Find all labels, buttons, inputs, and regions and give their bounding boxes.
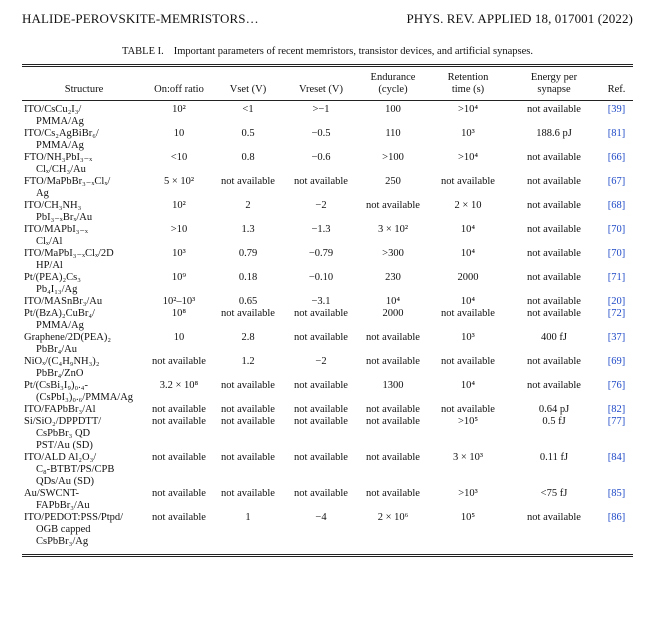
header-endurance bbox=[358, 66, 428, 101]
cell-endurance: 110 bbox=[385, 128, 401, 139]
structure-line: PMMA/Ag bbox=[36, 116, 84, 127]
cell-on-off-ratio: not available bbox=[152, 488, 206, 499]
cell-ref bbox=[600, 248, 633, 272]
cell-vset: 0.65 bbox=[238, 296, 258, 307]
reference-link[interactable]: [76] bbox=[607, 380, 626, 391]
cell-structure bbox=[22, 452, 146, 488]
reference-link[interactable]: [37] bbox=[607, 332, 626, 343]
cell-endurance: 1300 bbox=[382, 380, 404, 391]
cell-endurance: not available bbox=[366, 404, 420, 415]
reference-link[interactable]: [67] bbox=[607, 176, 626, 187]
header-ref: Ref. bbox=[600, 66, 633, 101]
structure-line: PMMA/Ag bbox=[36, 320, 84, 331]
cell-vset: 1.2 bbox=[241, 356, 255, 367]
table-row bbox=[22, 248, 633, 272]
cell-on-off-ratio: not available bbox=[146, 512, 212, 556]
reference-link[interactable]: [70] bbox=[607, 224, 626, 235]
reference-link[interactable]: [20] bbox=[607, 296, 626, 307]
cell-energy: not available bbox=[527, 248, 581, 259]
cell-ref bbox=[600, 128, 633, 152]
cell-on-off-ratio: >10 bbox=[170, 224, 188, 235]
structure-line: C₈-BTBT/PS/CPB bbox=[36, 464, 115, 475]
cell-energy: not available bbox=[527, 224, 581, 235]
cell-energy: not available bbox=[508, 512, 600, 556]
reference-link[interactable]: [71] bbox=[607, 272, 626, 283]
parameters-table bbox=[22, 64, 633, 557]
reference-link[interactable]: [69] bbox=[607, 356, 626, 367]
structure-line: ITO/PEDOT:PSS/Ptpd/ bbox=[24, 512, 124, 523]
cell-on-off-ratio: not available bbox=[152, 404, 206, 415]
cell-retention: >10⁵ bbox=[457, 416, 479, 427]
cell-retention: 10⁴ bbox=[460, 380, 476, 391]
structure-line: ITO/Cs₂AgBiBr₆/ bbox=[24, 128, 99, 139]
reference-link[interactable]: [39] bbox=[607, 104, 626, 115]
structure-line: PST/Au (SD) bbox=[36, 440, 93, 451]
table-row bbox=[22, 416, 633, 452]
table-row bbox=[22, 128, 633, 152]
cell-energy: not available bbox=[527, 200, 581, 211]
cell-retention: 10³ bbox=[461, 332, 475, 343]
cell-energy: 188.6 pJ bbox=[536, 128, 572, 139]
table-row bbox=[22, 452, 633, 488]
cell-endurance: 100 bbox=[385, 104, 401, 115]
cell-vreset: −0.79 bbox=[308, 248, 334, 259]
cell-structure bbox=[22, 296, 146, 308]
header-endurance-line2: (cycle) bbox=[378, 84, 408, 95]
cell-on-off-ratio: 5 × 10² bbox=[163, 176, 195, 187]
cell-vreset: not available bbox=[294, 452, 348, 463]
cell-vreset: not available bbox=[294, 380, 348, 391]
table-row bbox=[22, 308, 633, 332]
structure-line: Graphene/2D(PEA)₂ bbox=[24, 332, 112, 343]
cell-energy: not available bbox=[527, 356, 581, 367]
cell-retention: 10⁵ bbox=[428, 512, 508, 556]
cell-endurance: >100 bbox=[382, 152, 404, 163]
cell-ref bbox=[600, 272, 633, 296]
cell-vset: 2 bbox=[245, 200, 251, 211]
cell-energy: 0.11 fJ bbox=[539, 452, 569, 463]
cell-endurance: 2000 bbox=[382, 308, 404, 319]
header-vset: Vset (V) bbox=[212, 66, 284, 101]
cell-retention: 10⁴ bbox=[460, 296, 476, 307]
table-row bbox=[22, 272, 633, 296]
structure-line: CsPbBr₃ QD bbox=[36, 428, 91, 439]
table-row bbox=[22, 152, 633, 176]
cell-ref bbox=[600, 101, 633, 129]
cell-vreset: −0.5 bbox=[311, 128, 331, 139]
cell-vset: not available bbox=[221, 452, 275, 463]
cell-vset: not available bbox=[221, 416, 275, 427]
cell-vset: not available bbox=[221, 404, 275, 415]
structure-line: ITO/MASnBr₃/Au bbox=[24, 296, 103, 307]
cell-endurance: >300 bbox=[382, 248, 404, 259]
cell-retention: 2000 bbox=[457, 272, 479, 283]
structure-line: ITO/CsCu₂I₃/ bbox=[24, 104, 82, 115]
structure-line: PbBr₄/Au bbox=[36, 344, 78, 355]
table-row bbox=[22, 512, 633, 556]
structure-line: Pt/(PEA)₂Cs₃ bbox=[24, 272, 81, 283]
cell-ref bbox=[600, 452, 633, 488]
cell-vreset: −3.1 bbox=[311, 296, 331, 307]
structure-line: HP/Al bbox=[36, 260, 63, 271]
cell-structure bbox=[22, 152, 146, 176]
cell-ref bbox=[600, 176, 633, 200]
structure-line: Pb₄I₁₃/Ag bbox=[36, 284, 78, 295]
structure-line: ITO/FAPbBr₃/Al bbox=[24, 404, 96, 415]
table-row bbox=[22, 488, 633, 512]
cell-retention: 10⁴ bbox=[460, 224, 476, 235]
structure-line: Ag bbox=[36, 188, 49, 199]
cell-structure bbox=[22, 308, 146, 332]
structure-line: ITO/CH₃NH₃ bbox=[24, 200, 82, 211]
cell-ref bbox=[600, 200, 633, 224]
structure-line: ITO/MaPbI₃₋ₓClₓ/2D bbox=[24, 248, 114, 259]
table-row bbox=[22, 380, 633, 404]
cell-endurance: not available bbox=[366, 356, 420, 367]
cell-vreset: −1.3 bbox=[311, 224, 331, 235]
table-row bbox=[22, 101, 633, 129]
table-row bbox=[22, 404, 633, 416]
cell-vset: 0.8 bbox=[241, 152, 255, 163]
cell-structure bbox=[22, 200, 146, 224]
cell-energy: 0.5 fJ bbox=[542, 416, 566, 427]
cell-structure bbox=[22, 176, 146, 200]
cell-on-off-ratio: 3.2 × 10⁸ bbox=[159, 380, 199, 391]
cell-ref bbox=[600, 224, 633, 248]
cell-structure bbox=[22, 404, 146, 416]
reference-link[interactable]: [84] bbox=[607, 452, 626, 463]
cell-vset: not available bbox=[221, 176, 275, 187]
structure-line: PbBr₄/ZnO bbox=[36, 368, 84, 379]
structure-line: Clₓ/CH₃/Au bbox=[36, 164, 86, 175]
header-energy bbox=[508, 66, 600, 101]
structure-line: ITO/ALD Al₂O₃/ bbox=[24, 452, 97, 463]
cell-retention: >10⁴ bbox=[457, 152, 479, 163]
cell-energy: not available bbox=[527, 176, 581, 187]
cell-ref bbox=[600, 308, 633, 332]
running-head bbox=[22, 11, 633, 27]
cell-on-off-ratio: not available bbox=[152, 452, 206, 463]
structure-line: Si/SiO₂/DPPDTT/ bbox=[24, 416, 102, 427]
running-head-citation: PHYS. REV. APPLIED 18, 017001 (2022) bbox=[406, 11, 633, 26]
cell-energy: not available bbox=[527, 296, 581, 307]
cell-vreset: not available bbox=[294, 416, 348, 427]
cell-vreset: not available bbox=[294, 404, 348, 415]
table-caption-label: TABLE I. bbox=[122, 46, 164, 57]
cell-retention: not available bbox=[441, 176, 495, 187]
cell-endurance: not available bbox=[366, 416, 420, 427]
header-energy-line1: Energy per bbox=[530, 72, 578, 83]
reference-link[interactable]: [86] bbox=[607, 512, 626, 523]
cell-ref bbox=[600, 512, 633, 556]
cell-energy: not available bbox=[527, 308, 581, 319]
table-row bbox=[22, 296, 633, 308]
cell-ref bbox=[600, 380, 633, 404]
cell-energy: not available bbox=[527, 104, 581, 115]
cell-structure bbox=[22, 224, 146, 248]
cell-on-off-ratio: not available bbox=[152, 416, 206, 427]
structure-line: Au/SWCNT- bbox=[24, 488, 80, 499]
cell-energy: <75 fJ bbox=[540, 488, 568, 499]
cell-endurance: 250 bbox=[385, 176, 401, 187]
cell-endurance: 230 bbox=[385, 272, 401, 283]
cell-vset: 0.18 bbox=[238, 272, 258, 283]
structure-line: PMMA/Ag bbox=[36, 140, 84, 151]
cell-retention: 3 × 10³ bbox=[452, 452, 484, 463]
header-energy-line2: synapse bbox=[537, 84, 571, 95]
header-structure: Structure bbox=[22, 66, 146, 101]
table-header-row bbox=[22, 66, 633, 101]
structure-line: Pt/(BzA)₂CuBr₄/ bbox=[24, 308, 95, 319]
cell-vset: 1 bbox=[212, 512, 284, 556]
header-retention-line2: time (s) bbox=[451, 84, 485, 95]
structure-line: NiOₓ/(C₄H₉NH₃)₂ bbox=[24, 356, 100, 367]
reference-link[interactable]: [85] bbox=[607, 488, 626, 499]
cell-retention: >10³ bbox=[458, 488, 478, 499]
cell-vset: not available bbox=[221, 488, 275, 499]
cell-structure bbox=[22, 416, 146, 452]
cell-endurance: not available bbox=[366, 200, 420, 211]
table-body bbox=[22, 101, 633, 556]
cell-ref bbox=[600, 296, 633, 308]
cell-endurance: not available bbox=[366, 332, 420, 343]
structure-line: OGB capped bbox=[36, 524, 91, 535]
cell-endurance: not available bbox=[366, 488, 420, 499]
cell-endurance: 2 × 10⁶ bbox=[358, 512, 428, 556]
cell-ref bbox=[600, 404, 633, 416]
cell-structure bbox=[22, 512, 146, 556]
reference-link[interactable]: [82] bbox=[607, 404, 626, 415]
structure-line: ITO/MAPbI₃₋ₓ bbox=[24, 224, 88, 235]
cell-endurance: 3 × 10² bbox=[377, 224, 409, 235]
cell-vreset: −0.10 bbox=[308, 272, 334, 283]
reference-link[interactable]: [81] bbox=[607, 128, 626, 139]
cell-energy: not available bbox=[527, 272, 581, 283]
cell-on-off-ratio: 10 bbox=[173, 332, 185, 343]
cell-vset: not available bbox=[221, 308, 275, 319]
cell-retention: 10³ bbox=[461, 128, 475, 139]
header-vreset: Vreset (V) bbox=[284, 66, 358, 101]
cell-vreset: >−1 bbox=[312, 104, 330, 115]
cell-vset: 1.3 bbox=[241, 224, 255, 235]
cell-vreset: not available bbox=[294, 308, 348, 319]
reference-link[interactable]: [68] bbox=[607, 200, 626, 211]
cell-vset: <1 bbox=[242, 104, 254, 115]
cell-energy: 0.64 pJ bbox=[538, 404, 570, 415]
reference-link[interactable]: [77] bbox=[607, 416, 626, 427]
reference-link[interactable]: [70] bbox=[607, 248, 626, 259]
cell-on-off-ratio: 10² bbox=[172, 104, 186, 115]
cell-structure bbox=[22, 356, 146, 380]
cell-retention: 2 × 10 bbox=[454, 200, 482, 211]
cell-structure bbox=[22, 332, 146, 356]
cell-structure bbox=[22, 380, 146, 404]
cell-on-off-ratio: 10⁸ bbox=[171, 308, 187, 319]
cell-structure bbox=[22, 101, 146, 129]
cell-vreset: not available bbox=[294, 176, 348, 187]
table-row bbox=[22, 200, 633, 224]
cell-retention: not available bbox=[441, 356, 495, 367]
cell-energy: not available bbox=[527, 152, 581, 163]
cell-structure bbox=[22, 488, 146, 512]
reference-link[interactable]: [66] bbox=[607, 152, 626, 163]
cell-retention: >10⁴ bbox=[457, 104, 479, 115]
cell-vset: 0.5 bbox=[241, 128, 255, 139]
reference-link[interactable]: [72] bbox=[607, 308, 626, 319]
cell-energy: 400 fJ bbox=[541, 332, 567, 343]
cell-vreset: not available bbox=[294, 332, 348, 343]
cell-energy: not available bbox=[527, 380, 581, 391]
header-on-off-ratio: On:off ratio bbox=[146, 66, 212, 101]
cell-structure bbox=[22, 248, 146, 272]
cell-structure bbox=[22, 128, 146, 152]
header-retention-line1: Retention bbox=[447, 72, 489, 83]
cell-on-off-ratio: 10⁹ bbox=[171, 272, 187, 283]
cell-on-off-ratio: 10² bbox=[172, 200, 186, 211]
structure-line: PbI₃₋ₓBrₓ/Au bbox=[36, 212, 93, 223]
cell-vreset: not available bbox=[294, 488, 348, 499]
table-row bbox=[22, 356, 633, 380]
cell-on-off-ratio: 10 bbox=[173, 128, 185, 139]
table-caption-text: Important parameters of recent memristors, transistor devices, and artificial synapses. bbox=[173, 46, 533, 57]
cell-ref bbox=[600, 152, 633, 176]
structure-line: (CsPbI₃)₀.₆/PMMA/Ag bbox=[36, 392, 134, 403]
header-endurance-line1: Endurance bbox=[370, 72, 416, 83]
structure-line: FTO/NH₃PbI₃₋ₓ bbox=[24, 152, 93, 163]
structure-line: Clₓ/Al bbox=[36, 236, 63, 247]
cell-on-off-ratio: 10³ bbox=[172, 248, 186, 259]
cell-on-off-ratio: not available bbox=[152, 356, 206, 367]
cell-retention: not available bbox=[441, 308, 495, 319]
structure-line: FTO/MaPbBr₃₋ₓClₓ/ bbox=[24, 176, 111, 187]
cell-vreset: −4 bbox=[284, 512, 358, 556]
cell-on-off-ratio: 10²–10³ bbox=[162, 296, 196, 307]
cell-endurance: 10⁴ bbox=[385, 296, 401, 307]
cell-structure bbox=[22, 272, 146, 296]
cell-vreset: −2 bbox=[315, 200, 327, 211]
cell-ref bbox=[600, 356, 633, 380]
cell-vset: not available bbox=[221, 380, 275, 391]
header-retention bbox=[428, 66, 508, 101]
structure-line: Pt/(CsBi₃I₉)₀.₄- bbox=[24, 380, 88, 391]
cell-retention: 10⁴ bbox=[460, 248, 476, 259]
table-row bbox=[22, 176, 633, 200]
cell-ref bbox=[600, 416, 633, 452]
cell-vset: 0.79 bbox=[238, 248, 258, 259]
cell-vset: 2.8 bbox=[241, 332, 255, 343]
running-head-title: HALIDE-PEROVSKITE-MEMRISTORS… bbox=[22, 11, 259, 26]
cell-endurance: not available bbox=[366, 452, 420, 463]
cell-vreset: −0.6 bbox=[311, 152, 331, 163]
table-row bbox=[22, 332, 633, 356]
structure-line: QDs/Au (SD) bbox=[36, 476, 95, 487]
table-caption bbox=[0, 46, 655, 57]
cell-ref bbox=[600, 488, 633, 512]
structure-line: FAPbBr₃/Au bbox=[36, 500, 90, 511]
cell-retention: not available bbox=[441, 404, 495, 415]
table-row bbox=[22, 224, 633, 248]
cell-vreset: −2 bbox=[315, 356, 327, 367]
cell-on-off-ratio: <10 bbox=[170, 152, 188, 163]
structure-line: CsPbBr₃/Ag bbox=[36, 536, 89, 547]
cell-ref bbox=[600, 332, 633, 356]
